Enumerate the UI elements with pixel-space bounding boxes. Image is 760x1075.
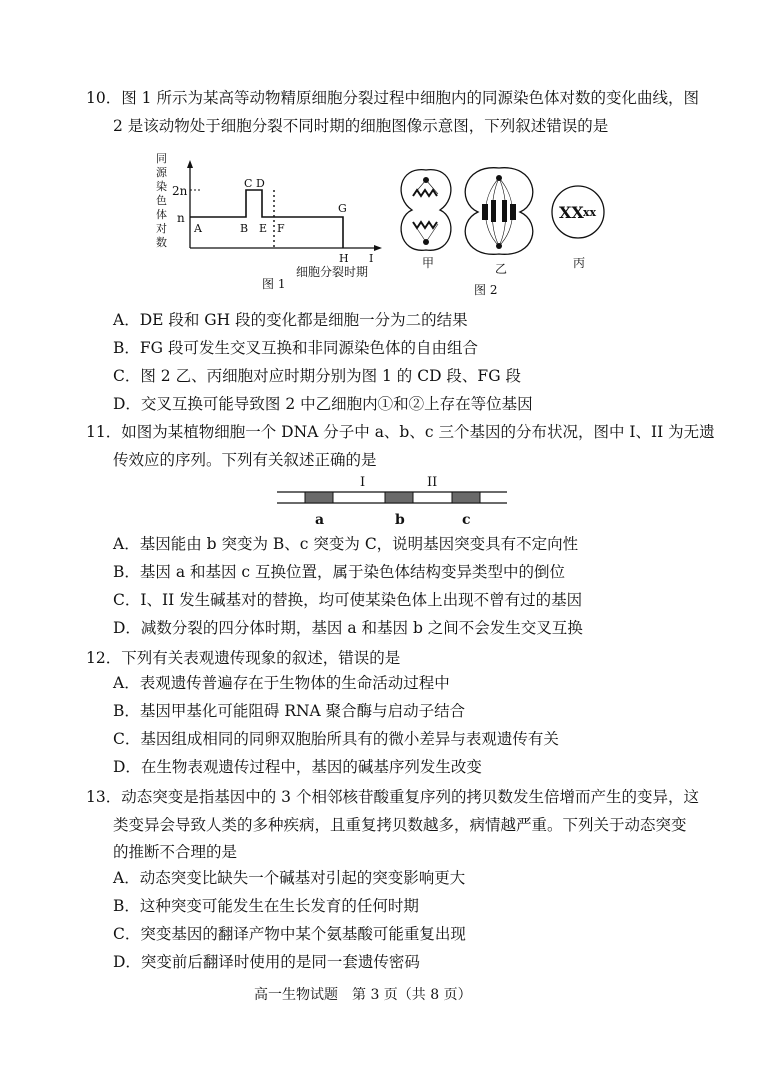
q13-stem-line3: 的推断不合理的是: [113, 843, 238, 861]
q12-option-c: C．基因组成相同的同卵双胞胎所具有的微小差异与表观遗传有关: [113, 730, 559, 748]
figure1-label-E: E: [259, 222, 268, 235]
figure1-x-arrow: [374, 245, 382, 251]
svg-text:色: 色: [156, 194, 167, 207]
dna-seq-label-I: I: [360, 475, 366, 490]
svg-text:源: 源: [156, 166, 167, 179]
dna-seq-label-II: II: [427, 475, 438, 490]
q11-option-b: B．基因 a 和基因 c 互换位置，属于染色体结构变异类型中的倒位: [113, 563, 566, 581]
cell-bing-label: 丙: [573, 256, 586, 270]
q11-option-a: A．基因能由 b 突变为 B、c 突变为 C，说明基因突变具有不定向性: [113, 535, 579, 553]
q10-option-d: D．交叉互换可能导致图 2 中乙细胞内①和②上存在等位基因: [113, 395, 533, 413]
figure2-cells: [396, 158, 616, 298]
q13-option-d: D．突变前后翻译时使用的是同一套遗传密码: [113, 953, 420, 971]
q10-option-b: B．FG 段可发生交叉互换和非同源染色体的自由组合: [113, 339, 478, 357]
q13-option-b: B．这种突变可能发生在生长发育的任何时期: [113, 897, 419, 915]
figure1-label-H: H: [339, 252, 349, 265]
svg-text:体: 体: [156, 208, 167, 221]
q12-option-d: D．在生物表观遗传过程中，基因的碱基序列发生改变: [113, 758, 482, 776]
q12-option-a: A．表观遗传普遍存在于生物体的生命活动过程中: [113, 674, 450, 692]
q10-stem-line1: 10．图 1 所示为某高等动物精原细胞分裂过程中细胞内的同源染色体对数的变化曲线，图: [86, 89, 699, 107]
figure1-ylabel: [156, 152, 168, 249]
gene-c-block: [452, 492, 480, 503]
dna-figure: [275, 472, 515, 528]
gene-a-label: a: [315, 512, 325, 528]
figure1-tick-n: n: [177, 211, 185, 225]
figure1-label-C: C: [244, 177, 253, 190]
figure1-label-D: D: [256, 177, 265, 190]
figure1-label-I: I: [369, 252, 374, 265]
figure1-label-B: B: [240, 222, 249, 235]
q10-option-c: C．图 2 乙、丙细胞对应时期分别为图 1 的 CD 段、FG 段: [113, 367, 521, 385]
figure1-y-arrow: [187, 160, 193, 168]
figure1-chart: [150, 148, 390, 298]
figure1-xlabel: 细胞分裂时期: [296, 265, 369, 279]
svg-text:对: 对: [156, 222, 167, 235]
figure1-curve: [190, 190, 343, 248]
figure1-label-F: F: [277, 222, 285, 235]
cell-yi: [465, 168, 533, 276]
q11-option-c: C．I、II 发生碱基对的替换，均可使某染色体上出现不曾有过的基因: [113, 591, 583, 609]
q11-stem-line2: 传效应的序列。下列有关叙述正确的是: [113, 451, 377, 469]
svg-text:xx: xx: [583, 206, 597, 219]
figure1-label-A: A: [194, 222, 202, 235]
gene-b-block: [385, 492, 413, 503]
cell-jia-label: 甲: [422, 256, 435, 270]
cell-jia: [401, 170, 451, 270]
q11-stem-line1: 11．如图为某植物细胞一个 DNA 分子中 a、b、c 三个基因的分布状况，图中 I、II 为无遗: [86, 423, 715, 441]
svg-text:数: 数: [156, 236, 167, 249]
q11-option-d: D．减数分裂的四分体时期，基因 a 和基因 b 之间不会发生交叉互换: [113, 619, 583, 637]
q13-option-a: A．动态突变比缺失一个碱基对引起的突变影响更大: [113, 869, 466, 887]
page-footer: 高一生物试题 第 3 页（共 8 页）: [254, 987, 472, 1003]
svg-text:XX: XX: [559, 203, 584, 222]
gene-c-label: c: [462, 512, 471, 528]
figure1-tick-2n: 2n: [172, 184, 188, 198]
q13-stem-line1: 13．动态突变是指基因中的 3 个相邻核苷酸重复序列的拷贝数发生倍增而产生的变异，这: [86, 788, 699, 806]
q12-stem-line1: 12．下列有关表观遗传现象的叙述，错误的是: [86, 649, 401, 667]
gene-a-block: [305, 492, 333, 503]
figure2-caption: 图 2: [474, 283, 498, 297]
q10-option-a: A．DE 段和 GH 段的变化都是细胞一分为二的结果: [113, 311, 468, 329]
figure1-label-G: G: [338, 202, 347, 215]
svg-text:同: 同: [156, 152, 167, 165]
gene-b-label: b: [395, 512, 405, 528]
cell-yi-label: 乙: [495, 262, 508, 276]
q10-stem-line2: 2 是该动物处于细胞分裂不同时期的细胞图像示意图，下列叙述错误的是: [113, 117, 609, 135]
svg-text:染: 染: [156, 180, 167, 193]
q13-stem-line2: 类变异会导致人类的多种疾病，且重复拷贝数越多，病情越严重。下列关于动态突变: [113, 816, 687, 834]
q12-option-b: B．基因甲基化可能阻碍 RNA 聚合酶与启动子结合: [113, 702, 466, 720]
figure1-caption: 图 1: [262, 277, 286, 291]
cell-bing: [552, 186, 604, 270]
q13-option-c: C．突变基因的翻译产物中某个氨基酸可能重复出现: [113, 925, 466, 943]
